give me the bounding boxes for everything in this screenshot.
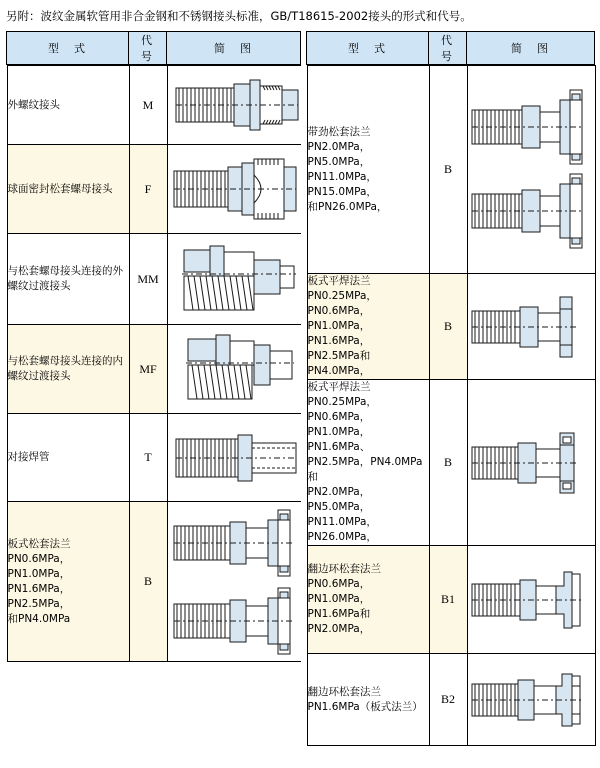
page-title: 另附：波纹金属软管用非合金钢和不锈钢接头标准，GB/T18615-2002接头的形式和代号。: [6, 9, 472, 23]
left-row-0-code: M: [129, 66, 167, 145]
right-row-2-type: 板式平焊法兰 PN0.25MPa，PN0.6MPa， PN1.0MPa，PN1.6MPa、 PN2.5MPa，PN4.0MPa和 PN2.0MPa，PN5.0MPa， PN11.0MPa，PN26.0MPa，: [307, 380, 429, 546]
table-body-row: [7, 65, 595, 747]
right-row-0-code: B: [429, 66, 467, 274]
left-row-3-code: MF: [129, 325, 167, 414]
left-row-4-figure: [167, 414, 301, 502]
right-row-0-figure: [467, 66, 595, 274]
left-row-4-type: 对接焊管: [7, 414, 129, 502]
header-figure-right: 简 图: [467, 32, 595, 65]
left-row-2-code: MM: [129, 234, 167, 325]
left-row-3-figure: [167, 325, 301, 414]
left-row-5-type: 板式松套法兰 PN0.6MPa，PN1.0MPa， PN1.6MPa，PN2.5MPa， 和PN4.0MPa: [7, 502, 129, 662]
table-row: [7, 502, 301, 662]
right-subtable: [307, 65, 596, 746]
right-row-1-figure: [467, 274, 595, 380]
right-row-3-code: B1: [429, 546, 467, 654]
table-row: [7, 325, 301, 414]
left-row-1-type: 球面密封松套螺母接头: [7, 145, 129, 234]
left-row-2-figure: [167, 234, 301, 325]
table-row: [7, 414, 301, 502]
right-row-3-figure: [467, 546, 595, 654]
left-row-1-figure: [167, 145, 301, 234]
right-row-2-figure: [467, 380, 595, 546]
fittings-table: [6, 31, 595, 746]
left-row-5-figure: [167, 502, 301, 662]
right-row-2-code: B: [429, 380, 467, 546]
right-row-3-type: 翻边环松套法兰 PN0.6MPa，PN1.0MPa， PN1.6MPa和PN2.0MPa，: [307, 546, 429, 654]
right-row-1-code: B: [429, 274, 467, 380]
table-row: [7, 145, 301, 234]
left-subtable: [7, 65, 302, 662]
right-row-4-type: 翻边环松套法兰 PN1.6MPa（板式法兰）: [307, 654, 429, 746]
table-row: [307, 274, 595, 380]
right-row-1-type: 板式平焊法兰 PN0.25MPa，PN0.6MPa， PN1.0MPa，PN1.6MPa， PN2.5MPa和PN4.0MPa，: [307, 274, 429, 380]
table-header-row: [7, 32, 595, 65]
left-row-3-type: 与松套螺母接头连接的内螺纹过渡接头: [7, 325, 129, 414]
left-row-0-type: 外螺纹接头: [7, 66, 129, 145]
header-code-left: 代 号: [129, 32, 167, 65]
header-figure-left: 简 图: [167, 32, 301, 65]
table-row: [307, 546, 595, 654]
header-type-left: 型 式: [7, 32, 129, 65]
header-type-right: 型 式: [307, 32, 429, 65]
table-row: [7, 66, 301, 145]
left-row-1-code: F: [129, 145, 167, 234]
left-row-4-code: T: [129, 414, 167, 502]
table-row: [307, 654, 595, 746]
header-code-right: 代 号: [429, 32, 467, 65]
table-row: [307, 66, 595, 274]
right-row-4-figure: [467, 654, 595, 746]
left-row-0-figure: [167, 66, 301, 145]
table-row: [307, 380, 595, 546]
left-row-5-code: B: [129, 502, 167, 662]
right-row-0-type: 带劲松套法兰 PN2.0MPa，PN5.0MPa， PN11.0MPa，PN15.0MPa， 和PN26.0MPa，: [307, 66, 429, 274]
table-row: [7, 234, 301, 325]
left-row-2-type: 与松套螺母接头连接的外螺纹过渡接头: [7, 234, 129, 325]
right-row-4-code: B2: [429, 654, 467, 746]
